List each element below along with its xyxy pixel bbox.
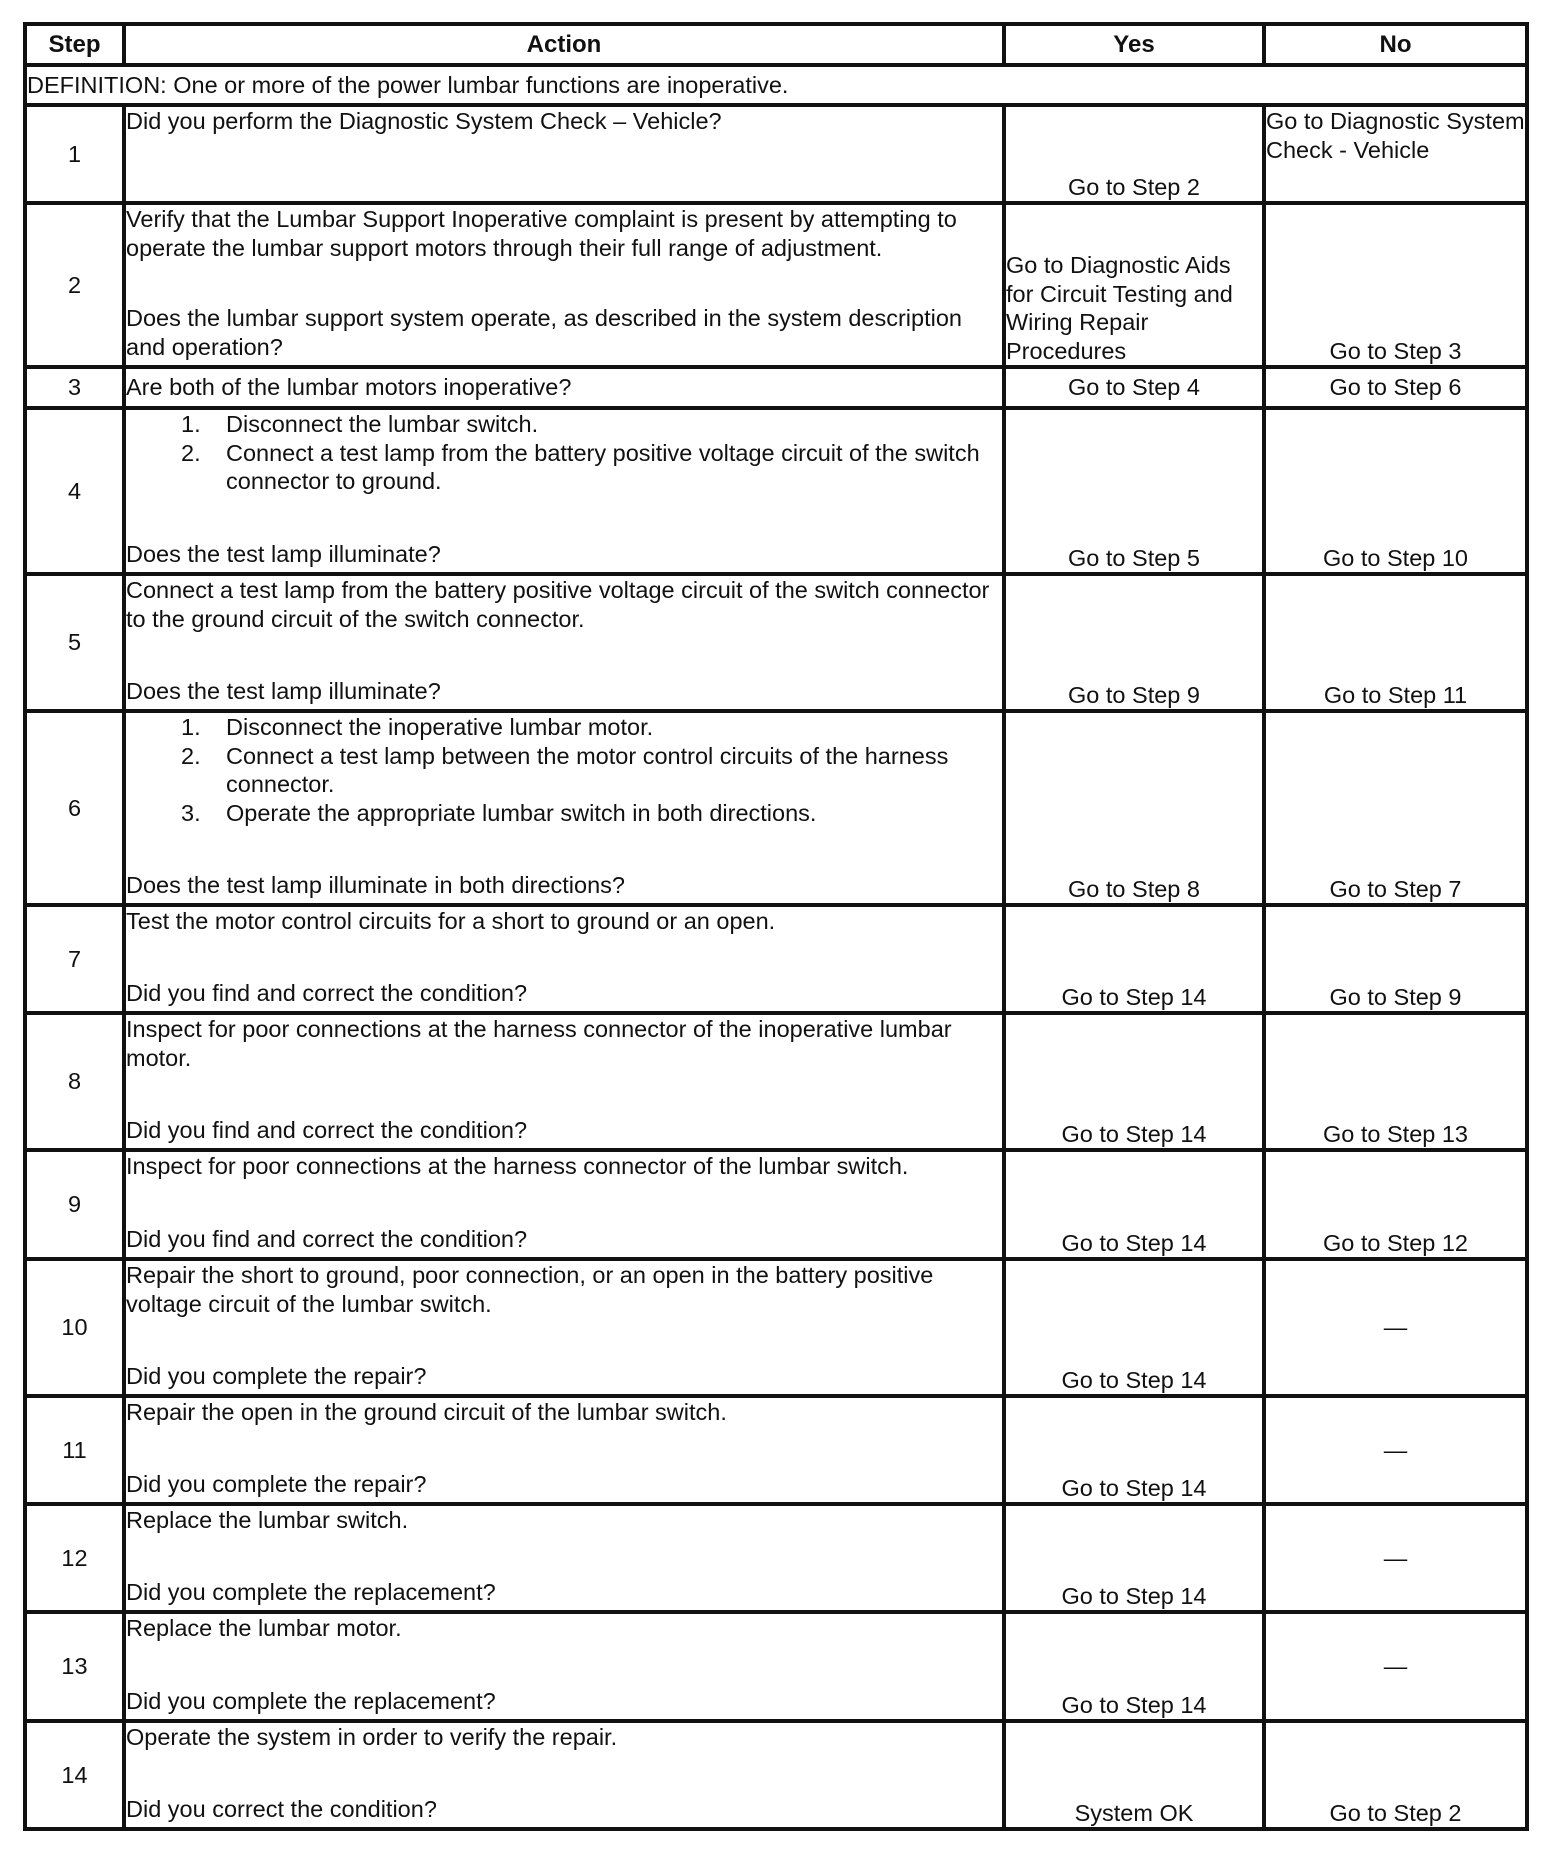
step-number: 14 [25, 1721, 124, 1829]
yes-cell: Go to Step 9 [1004, 574, 1264, 711]
no-cell: Go to Step 2 [1264, 1721, 1527, 1829]
yes-cell: Go to Step 14 [1004, 1612, 1264, 1721]
action-cell [124, 1612, 1004, 1721]
list-item [126, 713, 1002, 742]
action-text: Inspect for poor connections at the harness connector of the lumbar switch. [126, 1153, 909, 1179]
no-cell: Go to Step 6 [1264, 367, 1527, 408]
step-number: 12 [25, 1504, 124, 1612]
action-question: Does the test lamp illuminate in both directions? [126, 871, 625, 898]
table-row [25, 408, 1527, 574]
action-question: Did you find and correct the condition? [126, 979, 528, 1006]
no-cell: Go to Step 10 [1264, 408, 1527, 574]
yes-cell: Go to Step 2 [1004, 105, 1264, 203]
table-row [25, 1259, 1527, 1396]
action-text: Test the motor control circuits for a short to ground or an open. [126, 908, 776, 934]
action-text: Connect a test lamp from the battery positive voltage circuit of the switch connector to the ground circuit of the switch connector. [126, 577, 990, 632]
header-action: Action [124, 24, 1004, 65]
step-number: 5 [25, 574, 124, 711]
step-number: 6 [25, 711, 124, 905]
definition-row [25, 65, 1527, 105]
diagnostic-table [23, 22, 1529, 1831]
table-row [25, 905, 1527, 1013]
step-number: 4 [25, 408, 124, 574]
table-row [25, 711, 1527, 905]
action-cell [124, 408, 1004, 574]
action-question: Did you complete the repair? [126, 1470, 427, 1497]
step-number: 11 [25, 1396, 124, 1504]
substep-number: 1. [181, 411, 201, 437]
substep-list [126, 713, 1002, 827]
yes-cell: Go to Step 14 [1004, 905, 1264, 1013]
table-row [25, 1504, 1527, 1612]
action-text: Replace the lumbar motor. [126, 1615, 402, 1641]
step-number: 3 [25, 367, 124, 408]
action-text: Repair the open in the ground circuit of the lumbar switch. [126, 1399, 727, 1425]
definition-text: DEFINITION: One or more of the power lumbar functions are inoperative. [25, 65, 1527, 105]
action-text: Operate the system in order to verify the repair. [126, 1724, 618, 1750]
header-no: No [1264, 24, 1527, 65]
list-item [126, 799, 1002, 828]
table-row [25, 1721, 1527, 1829]
step-number: 9 [25, 1150, 124, 1259]
yes-cell: Go to Step 4 [1004, 367, 1264, 408]
yes-cell: Go to Diagnostic Aids for Circuit Testing and Wiring Repair Procedures [1004, 203, 1264, 367]
yes-cell: System OK [1004, 1721, 1264, 1829]
substep-number: 2. [181, 742, 201, 769]
substep-text: Operate the appropriate lumbar switch in both directions. [226, 799, 817, 826]
action-question: Did you complete the repair? [126, 1362, 427, 1389]
action-text: Verify that the Lumbar Support Inoperative complaint is present by attempting to operate the lumbar support motors through their full range of adjustment. [126, 206, 957, 261]
no-cell: Go to Step 12 [1264, 1150, 1527, 1259]
action-question: Does the test lamp illuminate? [126, 677, 441, 704]
action-question: Does the lumbar support system operate, as described in the system description and operation? [126, 305, 962, 360]
action-cell [124, 105, 1004, 203]
step-number: 10 [25, 1259, 124, 1396]
substep-text: Connect a test lamp between the motor control circuits of the harness connector. [226, 742, 949, 797]
table-row [25, 1013, 1527, 1150]
action-question: Did you correct the condition? [126, 1795, 437, 1822]
yes-cell: Go to Step 14 [1004, 1396, 1264, 1504]
action-cell [124, 905, 1004, 1013]
no-cell: Go to Step 7 [1264, 711, 1527, 905]
step-number: 13 [25, 1612, 124, 1721]
action-cell [124, 1013, 1004, 1150]
substep-text: Connect a test lamp from the battery positive voltage circuit of the switch connector to ground. [226, 439, 980, 494]
step-number: 2 [25, 203, 124, 367]
list-item [126, 410, 1002, 439]
action-question: Did you find and correct the condition? [126, 1225, 528, 1252]
action-text: Repair the short to ground, poor connection, or an open in the battery positive voltage circuit of the lumbar switch. [126, 1262, 934, 1317]
table-row [25, 574, 1527, 711]
action-cell [124, 1259, 1004, 1396]
list-item [126, 742, 1002, 799]
substep-number: 1. [181, 714, 201, 740]
header-step: Step [25, 24, 124, 65]
substep-text: Disconnect the inoperative lumbar motor. [226, 714, 654, 740]
table-row [25, 1396, 1527, 1504]
action-question: Did you find and correct the condition? [126, 1116, 528, 1143]
action-text: Replace the lumbar switch. [126, 1507, 409, 1533]
step-number: 7 [25, 905, 124, 1013]
table-row [25, 1612, 1527, 1721]
action-cell [124, 1396, 1004, 1504]
action-question: Does the test lamp illuminate? [126, 540, 441, 567]
action-text: Inspect for poor connections at the harness connector of the inoperative lumbar motor. [126, 1016, 952, 1071]
yes-cell: Go to Step 14 [1004, 1504, 1264, 1612]
no-cell: — [1264, 1504, 1527, 1612]
step-number: 8 [25, 1013, 124, 1150]
yes-cell: Go to Step 14 [1004, 1259, 1264, 1396]
no-cell: Go to Step 13 [1264, 1013, 1527, 1150]
header-yes: Yes [1004, 24, 1264, 65]
action-cell [124, 367, 1004, 408]
no-cell: — [1264, 1259, 1527, 1396]
step-number: 1 [25, 105, 124, 203]
substep-text: Disconnect the lumbar switch. [226, 411, 539, 437]
no-cell: — [1264, 1612, 1527, 1721]
table-row [25, 203, 1527, 367]
no-cell: — [1264, 1396, 1527, 1504]
action-text: Did you perform the Diagnostic System Check – Vehicle? [126, 108, 722, 134]
substep-list [126, 410, 1002, 496]
table-row [25, 1150, 1527, 1259]
list-item [126, 439, 1002, 496]
no-cell: Go to Step 3 [1264, 203, 1527, 367]
header-row [25, 24, 1527, 65]
substep-number: 2. [181, 439, 201, 466]
no-cell: Go to Diagnostic System Check - Vehicle [1264, 105, 1527, 203]
action-cell [124, 1721, 1004, 1829]
yes-cell: Go to Step 8 [1004, 711, 1264, 905]
action-question: Did you complete the replacement? [126, 1687, 496, 1714]
action-text: Are both of the lumbar motors inoperative? [126, 374, 572, 401]
action-cell [124, 574, 1004, 711]
no-cell: Go to Step 9 [1264, 905, 1527, 1013]
action-cell [124, 1150, 1004, 1259]
action-cell [124, 1504, 1004, 1612]
action-cell [124, 711, 1004, 905]
yes-cell: Go to Step 14 [1004, 1150, 1264, 1259]
yes-cell: Go to Step 14 [1004, 1013, 1264, 1150]
yes-cell: Go to Step 5 [1004, 408, 1264, 574]
substep-number: 3. [181, 799, 201, 826]
table-row [25, 367, 1527, 408]
no-cell: Go to Step 11 [1264, 574, 1527, 711]
action-cell [124, 203, 1004, 367]
table-row [25, 105, 1527, 203]
action-question: Did you complete the replacement? [126, 1578, 496, 1605]
